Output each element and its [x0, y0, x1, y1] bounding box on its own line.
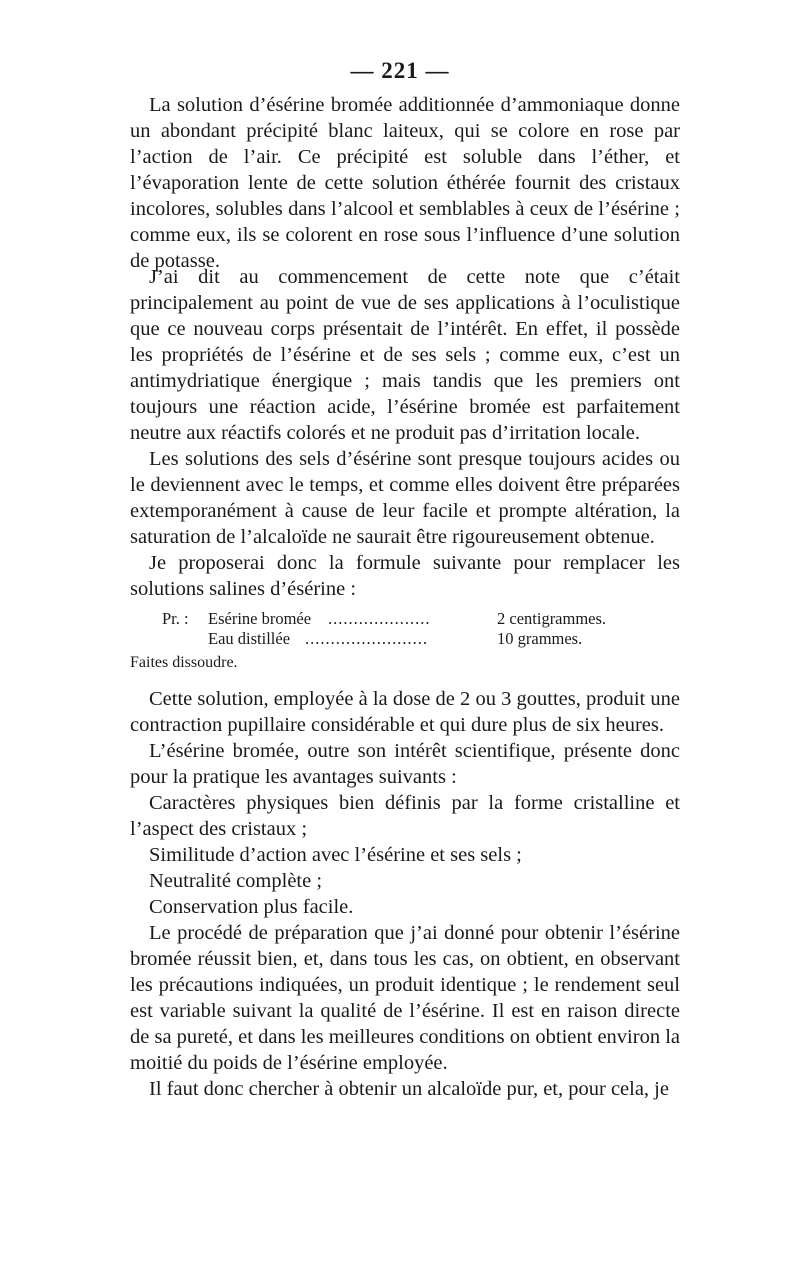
text-block-top [130, 92, 680, 274]
paragraph: Il faut donc chercher à obtenir un alcaloïde pur, et, pour cela, je [149, 1078, 669, 1100]
list-item: Caractères physiques bien définis par la forme cristalline et l’aspect des cristaux ; [130, 792, 680, 840]
paragraph: Je proposerai donc la formule suivante pour remplacer les solutions salines d’ésérine : [130, 552, 680, 600]
leader-dots: ........................ [305, 629, 428, 648]
ingredient-name: Esérine bromée [208, 609, 312, 628]
list-item: Similitude d’action avec l’ésérine et ses sels ; [149, 844, 522, 866]
paragraph: La solution d’ésérine bromée additionnée d’ammoniaque donne un abondant précipité blanc laiteux, qui se colore en rose par l’action de l’air. Ce précipité est soluble dans l’éther, et l’évaporation lente de cette solution éthérée fournit des cristaux incolores, solubles dans l’alcool et semblables à ceux de l’ésérine ; comme eux, ils se colorent en rose sous l’influence d’une solution de potasse. [130, 94, 680, 272]
list-item: Neutralité complète ; [149, 870, 323, 892]
ingredient-quantity: 2 centigrammes. [497, 609, 607, 628]
formula-instruction: Faites dissoudre. [130, 654, 238, 671]
text-block-middle [130, 264, 680, 602]
paragraph: Cette solution, employée à la dose de 2 ou 3 gouttes, produit une contraction pupillaire considérable et qui dure plus de six heures. [130, 688, 680, 736]
paragraph: J’ai dit au commencement de cette note que c’était principalement au point de vue de ses applications à l’oculistique que ce nouveau corps présentait de l’intérêt. En effet, il possède les propriétés de l’ésérine et de ses sels ; comme eux, c’est un antimydriatique énergique ; mais tandis que les premiers ont toujours une réaction acide, l’ésérine bromée est parfaitement neutre aux réactifs colorés et ne produit pas d’irritation locale. [130, 266, 680, 444]
ingredient-quantity: 10 grammes. [497, 629, 583, 648]
formula-row [0, 629, 800, 653]
paragraph: Le procédé de préparation que j’ai donné pour obtenir l’ésérine bromée réussit bien, et, dans tous les cas, on obtient, en observant les précautions indiquées, un produit identique ; le rendement seul est variable suivant la qualité de l’ésérine. Il est en raison directe de sa pureté, et dans les meilleures conditions on obtient environ la moitié du poids de l’ésérine employée. [130, 922, 680, 1074]
paragraph: L’ésérine bromée, outre son intérêt scientifique, présente donc pour la pratique les avantages suivants : [130, 740, 680, 788]
page-number: — 221 — [350, 58, 450, 83]
paragraph: Les solutions des sels d’ésérine sont presque toujours acides ou le deviennent avec le temps, et comme elles doivent être préparées extemporanément à cause de leur facile et prompte altération, la saturation de l’alcaloïde ne saurait être rigoureusement obtenue. [130, 448, 680, 548]
list-item: Conservation plus facile. [149, 896, 354, 918]
ingredient-name: Eau distillée [208, 629, 291, 648]
text-block-bottom [130, 686, 680, 1102]
formula-label: Pr. : [162, 609, 189, 628]
leader-dots: .................... [328, 609, 431, 628]
